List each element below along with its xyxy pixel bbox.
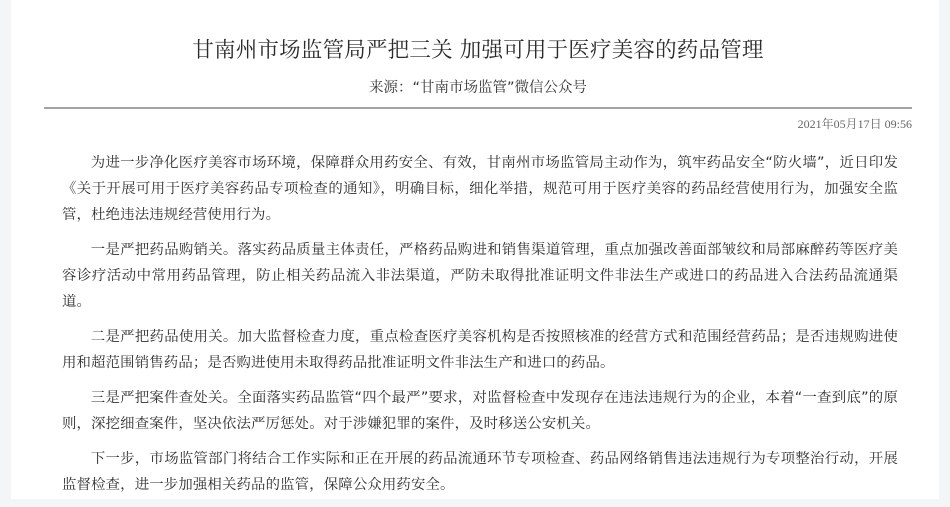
article-paragraph: 一是严把药品购销关。落实药品质量主体责任，严格药品购进和销售渠道管理，重点加强改善面部皱纹和局部麻醉药等医疗美容诊疗活动中常用药品管理，防止相关药品流入非法渠道，严防未取得批准证明文件非法生产或进口的药品进入合法药品流通渠道。 [62, 242, 898, 310]
title-divider [44, 107, 912, 109]
page-container [11, 0, 939, 499]
article [44, 0, 912, 493]
article-body [62, 150, 898, 507]
article-paragraph: 三是严把案件查处关。全面落实药品监管“四个最严”要求，对监督检查中发现存在违法违规行为的企业，本着“一查到底”的原则，深挖细查案件，坚决依法严厉惩处。对于涉嫌犯罪的案件，及时移送公安机关。 [62, 390, 898, 432]
article-source: 来源：“甘南市场监管”微信公众号 [368, 80, 588, 96]
publish-timestamp: 2021年05月17日 09:56 [797, 117, 912, 131]
article-paragraph: 为进一步净化医疗美容市场环境，保障群众用药安全、有效，甘南州市场监管局主动作为，筑牢药品安全“防火墙”，近日印发《关于开展可用于医疗美容药品专项检查的通知》，明确目标，细化举措，规范可用于医疗美容的药品经营使用行为，加强安全监管，杜绝违法违规经营使用行为。 [62, 155, 898, 223]
article-paragraph: 二是严把药品使用关。加大监督检查力度，重点检查医疗美容机构是否按照核准的经营方式和范围经营药品；是否违规购进使用和超范围销售药品；是否购进使用未取得药品批准证明文件非法生产和进口的药品。 [62, 329, 898, 371]
article-title: 甘南州市场监管局严把三关 加强可用于医疗美容的药品管理 [192, 38, 764, 63]
article-paragraph: 下一步，市场监管部门将结合工作实际和正在开展的药品流通环节专项检查、药品网络销售违法违规行为专项整治行动，开展监督检查，进一步加强相关药品的监管，保障公众用药安全。 [62, 451, 898, 493]
